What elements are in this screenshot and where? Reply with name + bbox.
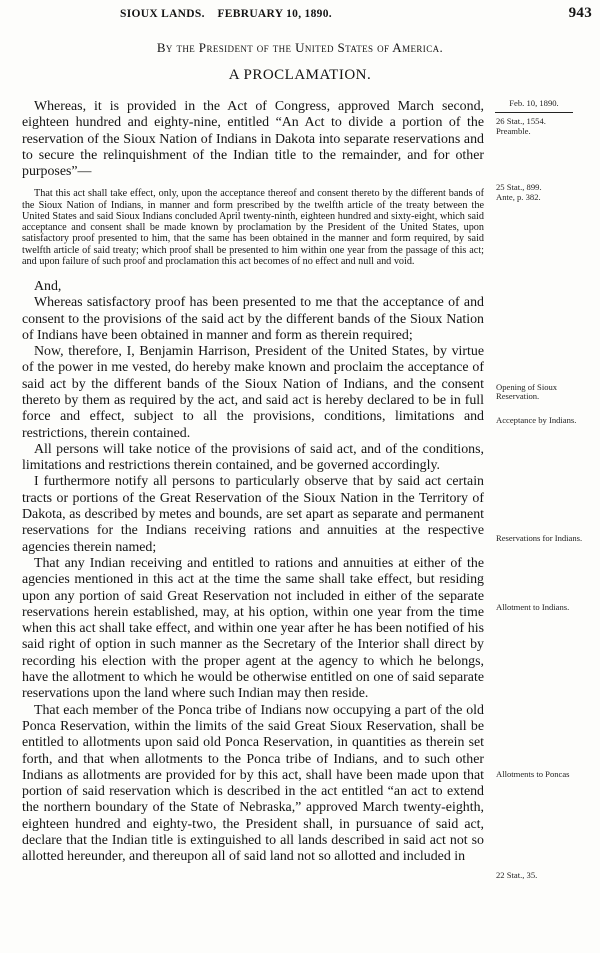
paragraph-and: And, xyxy=(34,278,62,294)
paragraph-whereas-2: Whereas satisfactory proof has been presented to me that the acceptance of and consent to the provisions of the said act by the different bands of the Sioux Nation of Indians have been obtained in manner and form as therein required; xyxy=(22,295,484,343)
paragraph-ponca: That each member of the Ponca tribe of Indians now occupying a part of the old Ponca Reservation, within the limits of the said Great Sioux Reservation, shall be entitled to allotments upon said old Ponca Reservation, in quantities as therein set forth, and that when allotments to the Ponca tribe of Indians, and to such other Indians as allotments are provided for by this act, shall have been made upon that portion of said reservation which is described in the act entitled “an act to extend the northern boundary of the State of Nebraska,” approved March twenty-eighth, eighteen hundred and eighty-two, the President shall, in pursuance of said act, declare that the Indian title is extinguished to all lands described in said act not so allotted hereunder, and thereupon all of said land not so allotted and included in xyxy=(22,702,484,865)
margin-note-stat-3: 22 Stat., 35. xyxy=(496,870,538,880)
margin-note-allotment: Allotment to Indians. xyxy=(496,602,570,612)
paragraph-indian-option: That any Indian receiving and entitled to rations and annuities at either of the agencies mentioned in this act at the time the same shall take effect, but residing upon any portion of said Great Reservation not included in either of the separate reservations herein established, may, at his option, within one year from the time when this act shall take effect, and within one year after he has been notified of his said right of option in such manner as the Secretary of the Interior shall direct by recording his election with the proper agent at the agency to which he belongs, have the allotment to which he would be otherwise entitled on one of said separate reservations upon the land where such Indian may then reside. xyxy=(22,555,484,702)
margin-note-acceptance: Acceptance by Indians. xyxy=(496,415,577,425)
quoted-act-clause: That this act shall take effect, only, upon the acceptance thereof and consent thereto by the different bands of the Sioux Nation of Indians, in manner and form prescribed by the twelfth article of the treaty between the United States and said Sioux Indians concluded April twenty-ninth, eighteen hundred and sixty-eight, which said acceptance and consent shall be made known by proclamation by the President of the United States, upon satisfactory proof presented to him, that the same has been obtained in the manner and form required, by said twelfth article of said treaty; which proof shall be presented to him within one year from the passage of this act; and upon failure of such proof and proclamation this act becomes of no effect and null and void. xyxy=(22,188,484,267)
paragraph-whereas-1: Whereas, it is provided in the Act of Congress, approved March second, eighteen hundred and eighty-nine, entitled “An Act to divide a portion of the reservation of the Sioux Nation of Indians in Dakota into separate reservations and to secure the relinquishment of the Indian title to the remainder, and for other purposes”— xyxy=(22,99,484,180)
paragraph-now-therefore: Now, therefore, I, Benjamin Harrison, President of the United States, by virtue of the power in me vested, do hereby make known and proclaim the acceptance of said act by the different bands of the Sioux Nation of Indians, and the consent thereto by them as required by the act, and said act is hereby declared to be in full force and effect, subject to all the provisions, conditions, limitations and restrictions, therein contained. xyxy=(22,344,484,441)
margin-note-allotments-ponca: Allotments to Poncas xyxy=(496,769,570,779)
margin-note-stat-1: 26 Stat., 1554. xyxy=(496,116,546,126)
by-line: By the President of the United States of America. xyxy=(156,40,444,55)
margin-note-opening: Opening of Sioux Reservation. xyxy=(496,382,558,402)
margin-rule xyxy=(495,112,573,113)
running-head: SIOUX LANDS. FEBRUARY 10, 1890. xyxy=(120,8,332,20)
paragraph-all-persons: All persons will take notice of the provisions of said act, and of the conditions, limitations and restrictions therein contained, and be governed accordingly. xyxy=(22,441,484,474)
body-text xyxy=(22,99,484,866)
proclamation-title: A PROCLAMATION. xyxy=(228,67,372,83)
margin-note-date: Feb. 10, 1890. xyxy=(509,98,559,108)
margin-note-preamble: Preamble. xyxy=(496,126,531,136)
margin-note-reservations: Reservations for Indians. xyxy=(496,533,583,543)
running-header xyxy=(0,5,600,25)
page-number: 943 xyxy=(568,5,592,21)
margin-note-stat-2: 25 Stat., 899. xyxy=(496,182,542,192)
paragraph-notify: I furthermore notify all persons to particularly observe that by said act certain tracts or portions of the Great Reservation of the Sioux Nation in the Territory of Dakota, as described by metes and bounds, are set apart as separate and permanent reservations for the Indians receiving rations and annuities at the respective agencies therein named; xyxy=(22,474,484,555)
margin-note-ante: Ante, p. 382. xyxy=(496,192,541,202)
